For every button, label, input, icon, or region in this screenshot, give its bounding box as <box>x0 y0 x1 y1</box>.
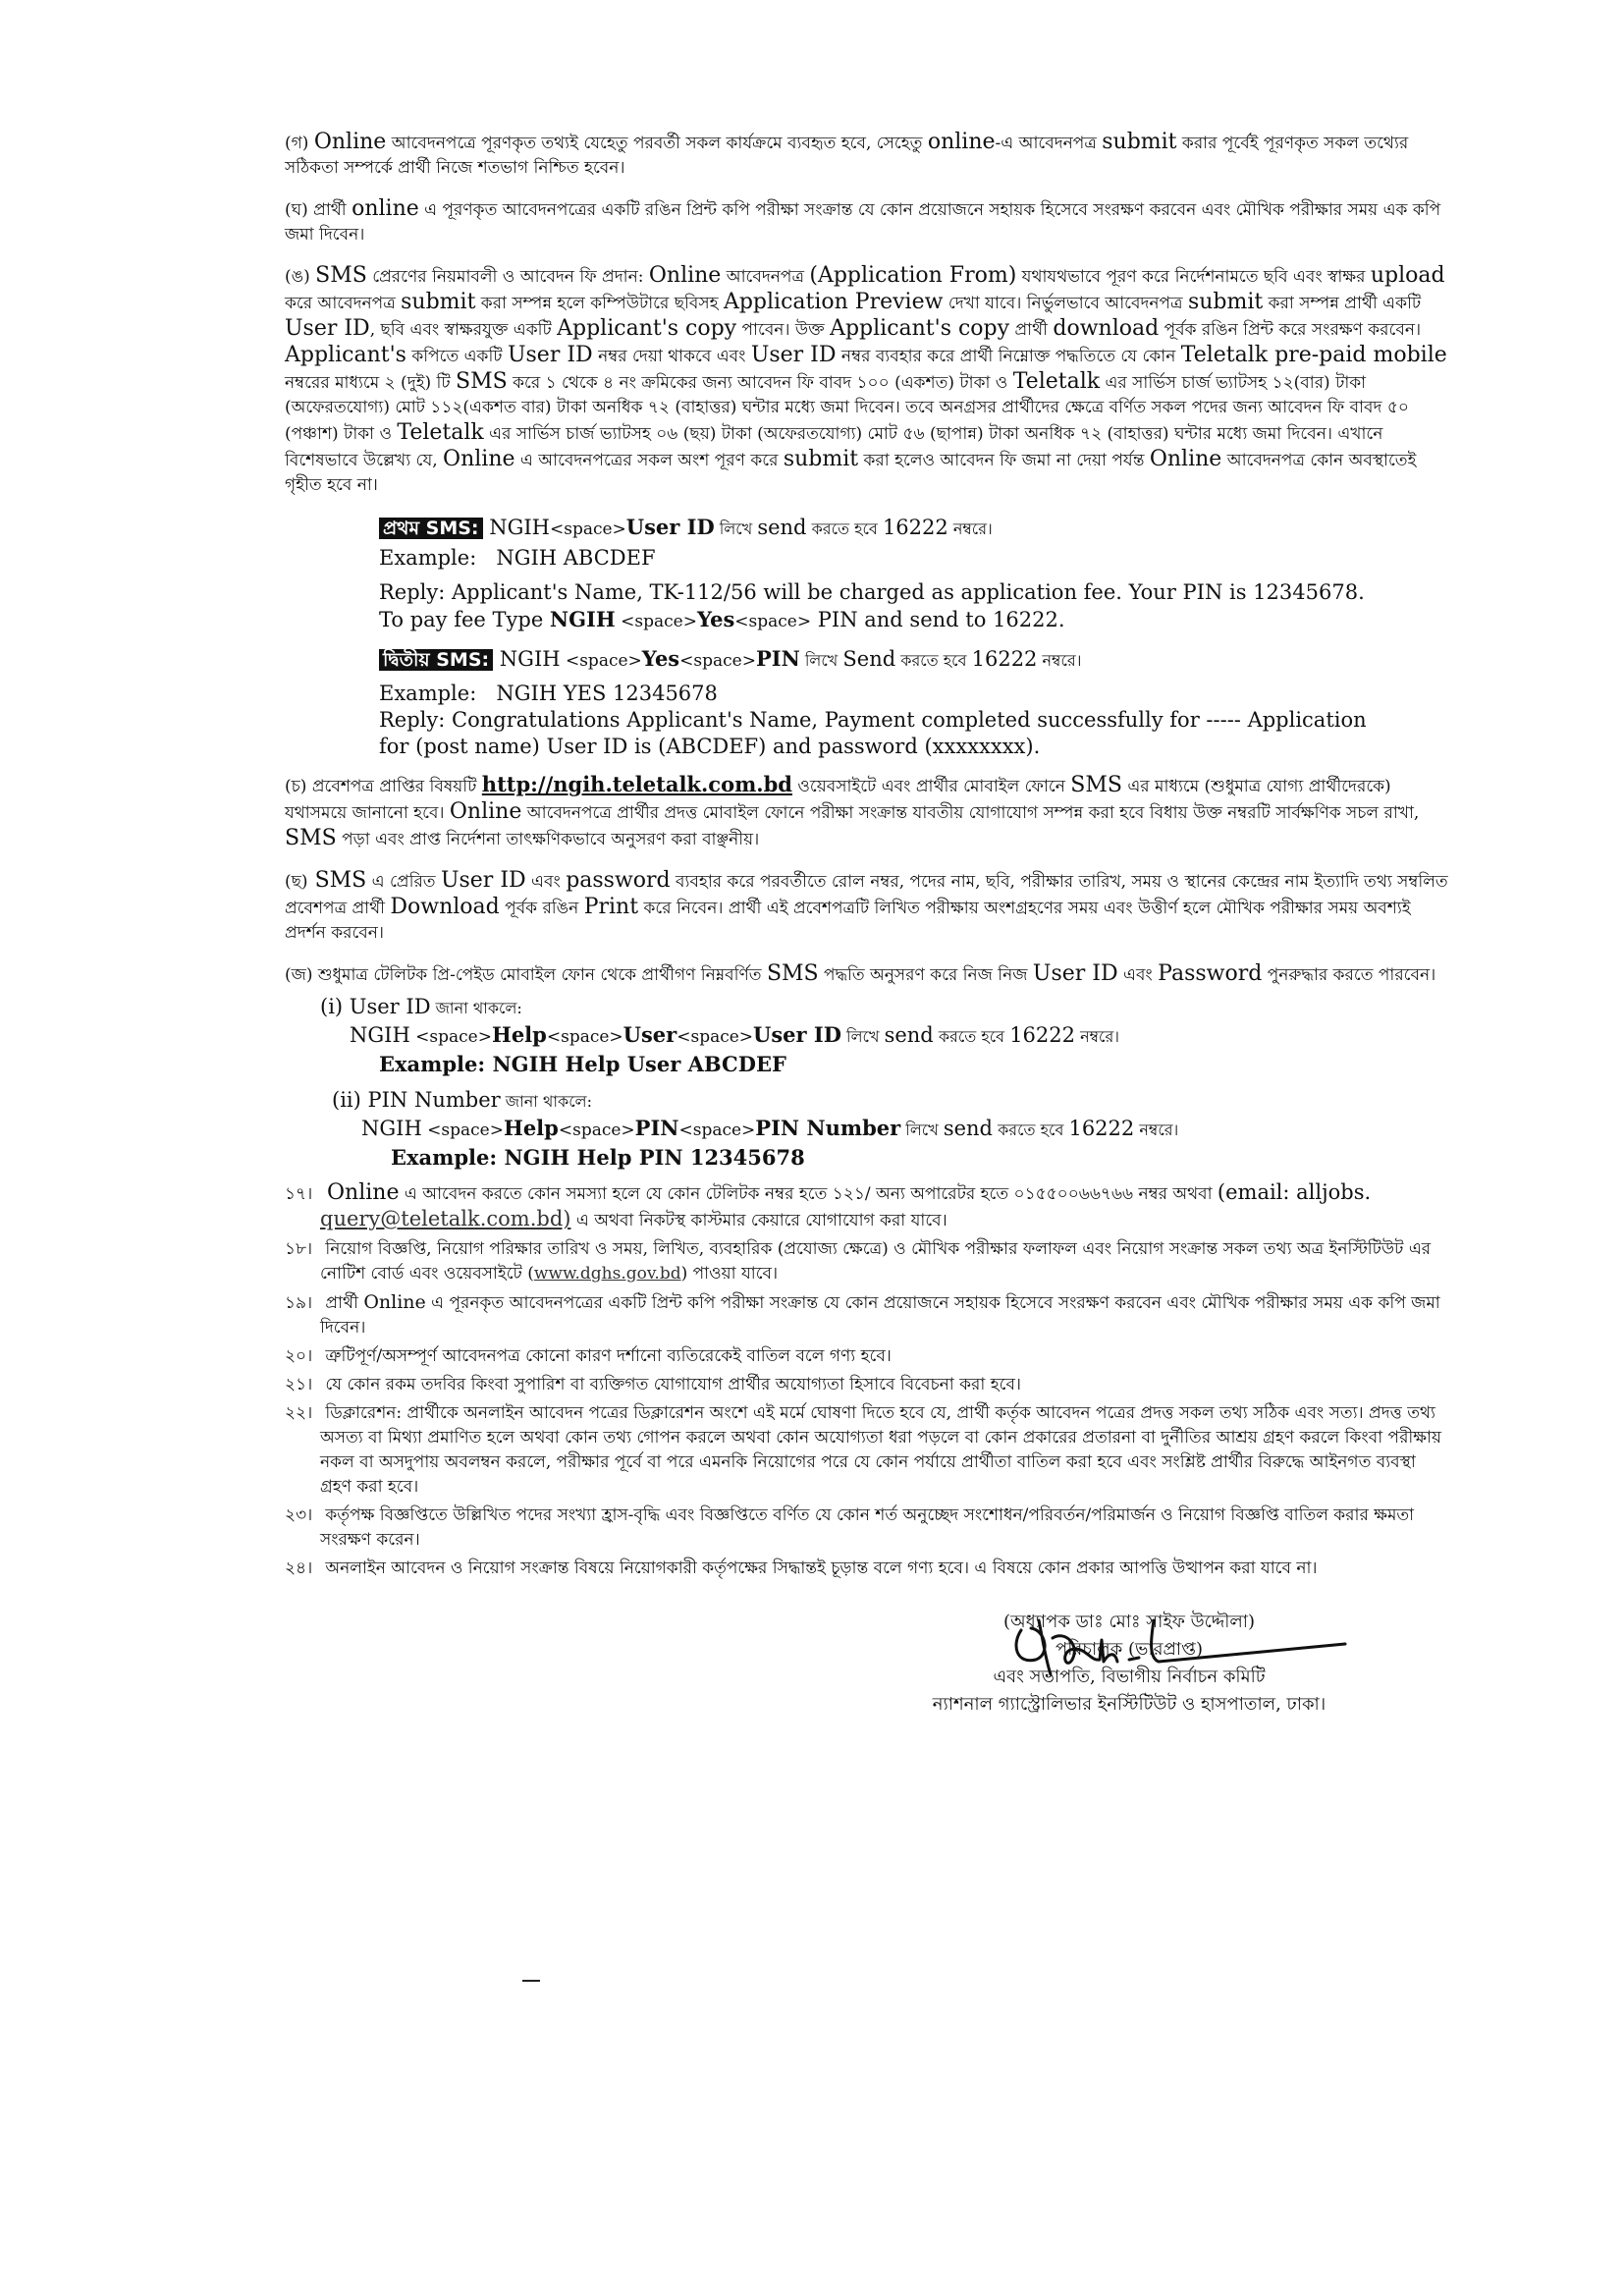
text-run: করে ১ থেকে ৪ নং ক্রমিকের জন্য আবেদন ফি বাবদ ১০০ (একশত) টাকা ও <box>507 373 1013 393</box>
scan-mark <box>520 1976 542 1986</box>
paragraph-cha <box>285 868 1449 946</box>
text-run: Online <box>648 263 722 288</box>
text-run: password <box>566 868 671 893</box>
para-mark: (ছ) <box>285 872 308 892</box>
paragraph-ga <box>285 130 1449 181</box>
recovery-example: Example: NGIH Help User ABCDEF <box>379 1052 786 1076</box>
para-mark: (গ) <box>285 134 309 153</box>
point-19 <box>285 1290 1449 1340</box>
text-run: PIN Number <box>755 1116 901 1140</box>
text-run: <space> <box>677 1027 754 1047</box>
recovery-heading <box>332 1087 1449 1115</box>
text-run: Teletalk pre-paid mobile <box>1180 343 1447 367</box>
text-run: ব্যবহার করে পরবর্তীতে রোল নম্বর, পদের নাম, ছবি, পরীক্ষার তারিখ, সময় ও স্থানের কেন্দ্রের নাম ইত্যাদি তথ্য সম্বলিত প্রবেশপত্র প্রার্থী <box>285 872 1448 918</box>
text-run: নম্বর ব্যবহার করে প্রার্থী নিম্নোক্ত পদ্ধতিতে যে কোন <box>836 347 1181 366</box>
point-20 <box>285 1344 1449 1369</box>
first-example-row <box>379 545 1449 572</box>
cmd-text: User ID <box>625 515 715 539</box>
cmd-text: Yes <box>641 646 680 671</box>
text-run: Applicant's copy <box>557 316 737 341</box>
cmd-text: <space> <box>679 651 756 671</box>
first-sms-row <box>379 514 1449 543</box>
text-run: নিয়োগ বিজ্ঞপ্তি, নিয়োগ পরিক্ষার তারিখ ও সময়, লিখিত, ব্যবহারিক (প্রযোজ্য ক্ষেত্রে) ও মৌখিক পরীক্ষার ফলাফল এবং নিয়োগ সংক্রান্ত সকল তথ্য অত্র ইনস্টিটিউট এর নোটিশ বোর্ড এবং ওয়েবসাইটে ( <box>320 1239 1432 1284</box>
text-run: SMS <box>1070 773 1122 797</box>
text-run: 16222 <box>1068 1117 1135 1140</box>
text-run: User ID <box>1032 961 1118 986</box>
text-run: ওয়েবসাইটে এবং প্রার্থীর মোবাইল ফোনে <box>792 777 1071 796</box>
point-21 <box>285 1373 1449 1397</box>
text-run: Online <box>1149 447 1222 471</box>
text-run: এ প্রেরিত <box>366 872 441 892</box>
text-run: Online <box>320 1180 400 1205</box>
point-23 <box>285 1503 1449 1553</box>
text-run: (Application From) <box>809 263 1017 288</box>
text-run: পদ্ধতি অনুসরণ করে নিজ নিজ <box>818 965 1033 985</box>
text-run: NGIH <box>361 1117 422 1140</box>
text-run: User ID <box>440 868 526 893</box>
text-run: SMS <box>285 826 337 850</box>
point-number: ১৮। <box>285 1239 313 1259</box>
text-run: <space> <box>734 612 812 631</box>
text-run: আবেদনপত্র কোন অবস্থাতেই গৃহীত হবে না। <box>285 451 1417 495</box>
text-run: Print <box>583 895 639 919</box>
text-run: নম্বরে। <box>1134 1121 1179 1139</box>
point-17 <box>285 1180 1449 1233</box>
text-run: SMS <box>766 961 819 986</box>
email-text: (email: alljobs. <box>1217 1180 1372 1204</box>
text-run: প্রার্থী <box>1009 320 1054 340</box>
cmd-text: <space> <box>560 651 642 671</box>
text-run: Application Preview <box>723 290 944 314</box>
signatory-title: পরিচালক (ভারপ্রাপ্ত) <box>1056 1639 1203 1660</box>
text-run: কর্তৃপক্ষ বিজ্ঞপ্তিতে উল্লিখিত পদের সংখ্যা হ্রাস-বৃদ্ধি এবং বিজ্ঞপ্তিতে বর্ণিত যে কোন শর্ত অনুচ্ছেদ সংশোধন/পরিবর্তন/পরিমার্জন ও নিয়োগ বিজ্ঞপ্তি বাতিল করার ক্ষমতা সংরক্ষণ করেন। <box>320 1505 1415 1550</box>
para-mark: (জ) <box>285 965 313 985</box>
text-run: NGIH <box>549 607 616 631</box>
text-run: NGIH <box>350 1023 410 1047</box>
text-run: এবং <box>525 872 567 892</box>
text-run: SMS <box>456 369 508 394</box>
text-run: করে নিবেন। প্রার্থী এই প্রবেশপত্রটি লিখিত পরীক্ষায় অংশগ্রহণের সময় এবং উত্তীর্ণ হলে মৌখিক পরীক্ষার সময় অবশ্যই প্রদর্শন করবেন। <box>285 899 1411 943</box>
text-run: To pay fee Type <box>379 608 550 631</box>
text-run: কপিতে একটি <box>406 347 508 366</box>
point-number: ২২। <box>285 1403 313 1423</box>
text-run: User ID <box>753 1022 841 1047</box>
reply-line: Reply: Congratulations Applicant's Name, Payment completed successfully for ----- Application <box>379 708 1367 732</box>
text-run: online <box>927 130 996 154</box>
cmd-text: send <box>757 516 807 539</box>
cmd-text: লিখে <box>714 519 758 538</box>
text-run: , ছবি এবং স্বাক্ষরযুক্ত একটি <box>369 320 558 340</box>
text-run: পূর্বক রঙিন <box>499 899 584 918</box>
text-run: পাবেন। উক্ত <box>736 320 831 340</box>
text-run: ) পাওয়া যাবে। <box>680 1264 779 1284</box>
sms-instructions <box>379 514 1449 760</box>
point-number: ২৩। <box>285 1505 313 1525</box>
text-run: পুনরুদ্ধার করতে পারবেন। <box>1262 965 1436 985</box>
text-run: এর সার্ভিস চার্জ ভ্যাটসহ ১২(বার) টাকা (অফেরতযোগ্য) মোট ১১২(একশত বার) টাকা অনধিক ৭২ (বাহাত্তর) ঘন্টার মধ্যে জমা দিবেন। তবে অনগ্রসর প্রার্থীদের ক্ষেত্রে বর্ণিত সকল পদের জন্য আবেদন ফি বাবদ ৫০ (পঞ্চাশ) টাকা ও <box>285 373 1409 444</box>
text-run: এর সার্ভিস চার্জ ভ্যাটসহ ০৬ (ছয়) টাকা (অফেরতযোগ্য) মোট ৫৬ (ছাপান্ন) টাকা অনধিক ৭২ (বাহাত্তর) ঘন্টার মধ্যে জমা দিবেন। এখানে বিশেষভাবে উল্লেখ্য যে, <box>285 424 1383 470</box>
text-run: নম্বর দেয়া থাকবে এবং <box>592 347 751 366</box>
recovery-example: Example: NGIH Help PIN 12345678 <box>391 1145 805 1170</box>
text-run: যে কোন রকম তদবির কিংবা সুপারিশ বা ব্যক্তিগত যোগাযোগ প্রার্থীর অযোগ্যতা হিসাবে বিবেচনা করা হবে। <box>320 1375 1022 1394</box>
para-mark: (ঘ) <box>285 200 308 220</box>
recovery-heading <box>320 994 1449 1021</box>
text-run: Online <box>363 1291 426 1313</box>
text-run: send <box>943 1117 994 1140</box>
text-run: PIN <box>634 1116 679 1140</box>
reply-line: Reply: Applicant's Name, TK-112/56 will be charged as application fee. Your PIN is 12345678. <box>379 580 1365 604</box>
example-value: NGIH ABCDEF <box>496 546 656 570</box>
cmd-text: করতে হবে <box>806 519 883 538</box>
point-number: ১৯। <box>285 1293 313 1313</box>
first-reply <box>379 579 1449 635</box>
cmd-text: নম্বরে। <box>947 519 993 538</box>
second-reply <box>379 707 1449 760</box>
paragraph-ja <box>285 961 1449 988</box>
text-run: এ আবেদনপত্রের সকল অংশ পূরণ করে <box>514 451 784 470</box>
text-run: Online <box>449 799 522 824</box>
text-run: Online <box>443 447 515 471</box>
point-24 <box>285 1557 1449 1581</box>
text-run: ডিক্লারেশন: প্রার্থীকে অনলাইন আবেদন পত্রের ডিক্লারেশন অংশে এই মর্মে ঘোষণা দিতে হবে যে, প্রার্থী কর্তৃক আবেদন পত্রের প্রদত্ত সকল তথ্য সঠিক এবং সত্য। প্রদত্ত তথ্য অসত্য বা মিথ্যা প্রমাণিত হলে অথবা কোন তথ্য গোপন করলে অথবা কোন অযোগ্যতা ধরা পড়লে বা কোন প্রকারের প্রতারনা বা দুর্নীতির আশ্রয় গ্রহণ করলে কিংবা পরীক্ষায় নকল বা অসদুপায় অবলম্বন করলে, পরীক্ষার পূর্বে বা পরে এমনকি নিয়োগের পরে যে কোন পর্যায়ে প্রার্থীতা বাতিল করা হবে এবং সংশ্লিষ্ট প্রার্থীর বিরুদ্ধে আইনগত ব্যবস্থা গ্রহণ করা হবে। <box>320 1403 1442 1497</box>
text-run: Applicant's copy <box>830 316 1010 341</box>
paragraph-ca <box>285 772 1449 852</box>
text-run: ত্রুটিপূর্ণ/অসম্পূর্ণ আবেদনপত্র কোনো কারণ দর্শানো ব্যতিরেকেই বাতিল বলে গণ্য হবে। <box>320 1346 892 1366</box>
text-run: <space> <box>558 1121 635 1140</box>
recovery-pin <box>332 1087 1449 1171</box>
text-run: download <box>1053 316 1160 341</box>
point-number: ২৪। <box>285 1558 313 1578</box>
text-run: PIN and send to 16222. <box>811 608 1065 631</box>
text-run: Teletalk <box>397 420 484 445</box>
text-run: করা হলেও আবেদন ফি জমা না দেয়া পর্যন্ত <box>858 451 1150 470</box>
text-run: <space> <box>546 1027 623 1047</box>
point-18 <box>285 1237 1449 1286</box>
text-run: করতে হবে <box>933 1027 1010 1046</box>
text-run: submit <box>783 447 859 471</box>
text-run: Yes <box>696 607 735 631</box>
cmd-text: PIN <box>755 646 800 671</box>
text-run: প্রার্থী <box>307 200 352 220</box>
text-run: প্রার্থী <box>320 1293 364 1313</box>
text-run: <space> <box>421 1121 504 1140</box>
para-mark: (চ) <box>285 777 307 796</box>
text-run: প্রেরণের নিয়মাবলী ও আবেদন ফি প্রদান: <box>366 267 649 287</box>
text-run: Download <box>390 895 500 919</box>
cmd-text: NGIH <box>499 647 561 671</box>
text-run: -এ আবেদনপত্র <box>995 134 1103 153</box>
text-run: করার পূর্বেই পূরণকৃত সকল তথ্যের সঠিকতা সম্পর্কে প্রার্থী নিজে শতভাগ নিশ্চিত হবেন। <box>285 134 1409 178</box>
text-run: এ পূরনকৃত আবেদনপত্রের একটি প্রিন্ট কপি পরীক্ষা সংক্রান্ত যে কোন প্রয়োজনে সহায়ক হিসেবে সংরক্ষণ করবেন এবং মৌখিক পরীক্ষার সময় এক কপি জমা দিবেন। <box>320 1293 1440 1338</box>
text-run: User <box>623 1022 677 1047</box>
text-run: লিখে <box>840 1027 885 1046</box>
text-run: User ID <box>750 343 837 367</box>
text-run: Applicant's <box>285 343 406 367</box>
reply-line <box>379 606 1449 635</box>
text-run: এবং <box>1117 965 1159 985</box>
signature-block <box>864 1609 1394 1719</box>
text-run: <space> <box>615 612 697 631</box>
text-run: করা সম্পন্ন হলে কম্পিউটারে ছবিসহ <box>475 294 724 313</box>
text-run: Teletalk <box>1012 369 1101 394</box>
text-run: করা সম্পন্ন প্রার্থী একটি <box>1263 294 1422 313</box>
email-link[interactable]: query@teletalk.com.bd) <box>320 1207 571 1230</box>
numbered-points <box>285 1180 1449 1581</box>
cmd-text: NGIH <box>489 516 550 539</box>
recovery-command <box>350 1021 1449 1051</box>
text-run: শুধুমাত্র টেলিটক প্রি-পেইড মোবাইল ফোন থেকে প্রার্থীগণ নিম্নবর্ণিত <box>312 965 767 985</box>
website-link[interactable]: www.dghs.gov.bd <box>533 1264 681 1284</box>
point-number: ১৭। <box>285 1184 313 1204</box>
text-run: জানা থাকলে: <box>500 1092 592 1111</box>
para-mark: (ঙ) <box>285 267 310 287</box>
text-run: (i) User ID <box>320 995 431 1018</box>
text-run: লিখে <box>900 1121 944 1139</box>
text-run: <space> <box>409 1027 492 1047</box>
paragraph-ng <box>285 263 1449 498</box>
text-run: অনলাইন আবেদন ও নিয়োগ সংক্রান্ত বিষয়ে নিয়োগকারী কর্তৃপক্ষের সিদ্ধান্তই চূড়ান্ত বলে গণ্য হবে। এ বিষয়ে কোন প্রকার আপত্তি উত্থাপন করা যাবে না। <box>320 1558 1318 1578</box>
cmd-text: 16222 <box>882 516 948 539</box>
text-run: করতে হবে <box>993 1121 1069 1139</box>
text-run: পড়া এবং প্রাপ্ত নির্দেশনা তাৎক্ষণিকভাবে অনুসরণ করা বাঞ্ছনীয়। <box>336 830 760 849</box>
cmd-text: 16222 <box>971 647 1038 671</box>
first-sms-label: প্রথম SMS: <box>379 518 483 539</box>
cmd-text: <space> <box>549 519 626 539</box>
text-run: User ID <box>285 316 370 341</box>
text-run: এ আবেদন করতে কোন সমস্যা হলে যে কোন টেলিটক নম্বর হতে ১২১/ অন্য অপারেটর হতে ০১৫৫০০৬৬৭৬৬ নম্বর অথবা <box>399 1184 1218 1204</box>
text-run: (ii) PIN Number <box>332 1088 501 1112</box>
second-sms-row <box>379 645 1449 675</box>
text-run: এ অথবা নিকটস্থ কাস্টমার কেয়ারে যোগাযোগ করা যাবে। <box>570 1211 947 1230</box>
text-run: submit <box>1102 130 1177 154</box>
text-run: এ পূরণকৃত আবেদনপত্রের একটি রঙিন প্রিন্ট কপি পরীক্ষা সংক্রান্ত যে কোন প্রয়োজনে সহায়ক হিসেবে সংরক্ষণ করবেন এবং মৌখিক পরীক্ষার সময় এক কপি জমা দিবেন। <box>285 200 1441 245</box>
text-run: upload <box>1370 263 1445 288</box>
signatory-organization: ন্যাশনাল গ্যাস্ট্রোলিভার ইনস্টিটিউট ও হাসপাতাল, ঢাকা। <box>932 1694 1326 1715</box>
second-sms-label: দ্বিতীয় SMS: <box>379 649 493 671</box>
text-run: করে আবেদনপত্র <box>285 294 402 313</box>
text-run: আবেদনপত্রে প্রার্থীর প্রদত্ত মোবাইল ফোনে পরীক্ষা সংক্রান্ত যাবতীয় যোগাযোগ সম্পন্ন করা হবে বিধায় উক্ত নম্বরটি সার্বক্ষণিক সচল রাখা, <box>521 803 1420 823</box>
point-22 <box>285 1401 1449 1500</box>
text-run: নম্বরের মাধ্যমে ২ (দুই) টি <box>285 373 457 393</box>
text-run: submit <box>1187 290 1264 314</box>
text-run: SMS <box>307 868 367 893</box>
point-number: ২০। <box>285 1346 313 1366</box>
point-number: ২১। <box>285 1375 313 1394</box>
text-run: এর মাধ্যমে (শুধুমাত্র যোগ্য প্রার্থীদেরকে) যথাসময়ে জানানো হবে। <box>285 777 1391 823</box>
text-run: নম্বরে। <box>1075 1027 1120 1046</box>
text-run: submit <box>401 290 476 314</box>
example-label: Example: <box>379 682 477 705</box>
cmd-text: করতে হবে <box>895 651 972 670</box>
text-run: আবেদনপত্রে পূরণকৃত তথ্যই যেহেতু পরবর্তী সকল কার্যক্রমে ব্যবহৃত হবে, সেহেতু <box>386 134 928 153</box>
example-value: NGIH YES 12345678 <box>496 682 718 705</box>
text-run: প্রবেশপত্র প্রাপ্তির বিষয়টি <box>306 777 482 796</box>
second-example-row <box>379 681 1449 707</box>
text-run: আবেদনপত্র <box>721 267 810 287</box>
text-run: জানা থাকলে: <box>430 999 522 1017</box>
text-run: Online <box>313 130 387 154</box>
reply-line: for (post name) User ID is (ABCDEF) and password (xxxxxxxx). <box>379 735 1041 758</box>
text-run: দেখা যাবে। নির্ভুলভাবে আবেদনপত্র <box>943 294 1188 313</box>
text-run: যথাযথভাবে পূরণ করে নির্দেশনামতে ছবি এবং স্বাক্ষর <box>1016 267 1371 287</box>
paragraph-gha <box>285 196 1449 247</box>
text-run: Help <box>491 1022 547 1047</box>
text-run: Password <box>1158 961 1263 986</box>
text-run: <space> <box>678 1121 756 1140</box>
text-run: 16222 <box>1009 1023 1075 1047</box>
text-run: SMS <box>315 263 367 288</box>
recovery-user-id <box>320 994 1449 1077</box>
text-run: online <box>352 196 419 221</box>
example-label: Example: <box>379 546 477 570</box>
recovery-command <box>361 1115 1449 1144</box>
text-run: User ID <box>507 343 593 367</box>
signatory-role: এবং সভাপতি, বিভাগীয় নির্বাচন কমিটি <box>993 1667 1266 1687</box>
text-run: send <box>884 1023 934 1047</box>
website-link[interactable]: http://ngih.teletalk.com.bd <box>481 772 792 796</box>
cmd-text: লিখে <box>799 651 843 670</box>
text-run: পূর্বক রঙিন প্রিন্ট করে সংরক্ষণ করবেন। <box>1159 320 1422 340</box>
cmd-text: Send <box>842 647 896 671</box>
cmd-text: নম্বরে। <box>1037 651 1082 670</box>
document-body <box>285 130 1449 1585</box>
signatory-name: (অধ্যাপক ডাঃ মোঃ সাইফ উদ্দৌলা) <box>1002 1612 1256 1632</box>
text-run: Help <box>503 1116 559 1140</box>
